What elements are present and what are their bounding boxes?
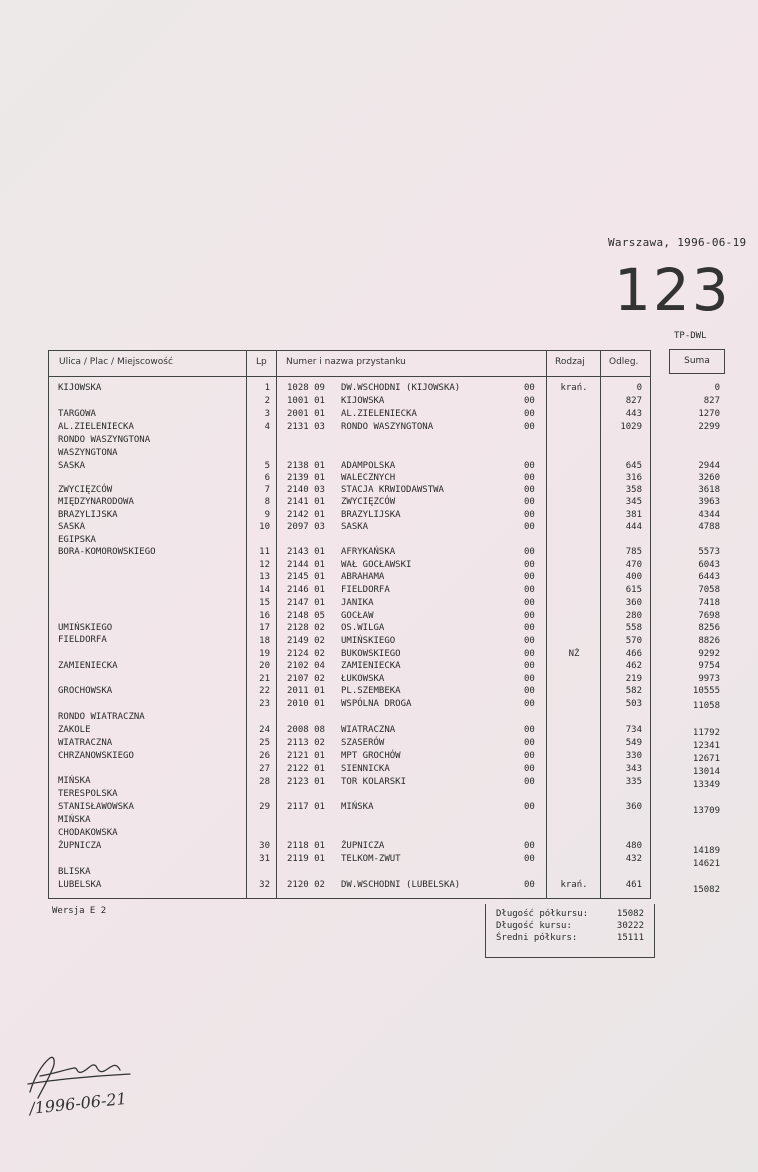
stop-sum: 3260 [698, 473, 720, 483]
version-label: Wersja E 2 [52, 906, 107, 916]
stop-name: JANIKA [341, 598, 374, 608]
header-dist: Odleg. [609, 357, 639, 367]
stop-sum: 3963 [698, 497, 720, 507]
street-name: ZWYCIĘZCÓW [58, 485, 113, 495]
stop-distance: 827 [625, 396, 642, 406]
stop-code: 2143 01 [287, 547, 325, 557]
stop-code: 2113 02 [287, 738, 325, 748]
stop-code: 2148 05 [287, 611, 325, 621]
stop-lp: 4 [264, 422, 270, 432]
street-name: LUBELSKA [58, 880, 102, 890]
stop-category: 00 [524, 636, 535, 646]
stop-lp: 13 [259, 572, 270, 582]
stop-category: 00 [524, 473, 535, 483]
stop-name: GOCŁAW [341, 611, 374, 621]
stop-sum: 2299 [698, 422, 720, 432]
stop-lp: 27 [259, 764, 270, 774]
street-name: BLISKA [58, 867, 91, 877]
stop-name: PL.SZEMBEKA [341, 686, 401, 696]
stop-name: WSPÓLNA DROGA [341, 699, 412, 709]
stop-lp: 29 [259, 802, 270, 812]
stop-sum: 13349 [692, 780, 720, 790]
street-name: RONDO WASZYNGTONA [58, 435, 151, 445]
stop-category: 00 [524, 777, 535, 787]
stop-sum: 11058 [692, 701, 720, 711]
header-stop: Numer i nazwa przystanku [286, 357, 406, 367]
stop-distance: 343 [625, 764, 642, 774]
stop-name: ZAMIENIECKA [341, 661, 401, 671]
header-lp: Lp [256, 357, 267, 367]
stop-sum: 4788 [698, 522, 720, 532]
stop-lp: 17 [259, 623, 270, 633]
stop-lp: 20 [259, 661, 270, 671]
stop-sum: 8256 [698, 623, 720, 633]
stop-name: DW.WSCHODNI (KIJOWSKA) [341, 383, 461, 393]
street-name: SASKA [58, 461, 86, 471]
stop-code: 2010 01 [287, 699, 325, 709]
stop-category: 00 [524, 802, 535, 812]
stop-category: 00 [524, 422, 535, 432]
header-type: Rodzaj [555, 357, 585, 367]
stop-distance: 462 [625, 661, 642, 671]
stop-code: 2001 01 [287, 409, 325, 419]
street-name: RONDO WIATRACZNA [58, 712, 145, 722]
stop-distance: 400 [625, 572, 642, 582]
stop-sum: 6043 [698, 560, 720, 570]
stop-category: 00 [524, 572, 535, 582]
stop-name: MIŃSKA [341, 802, 374, 812]
stop-name: STACJA KRWIODAWSTWA [341, 485, 444, 495]
stop-lp: 2 [264, 396, 270, 406]
stop-code: 2122 01 [287, 764, 325, 774]
stop-lp: 16 [259, 611, 270, 621]
stop-sum: 14189 [692, 846, 720, 856]
stop-distance: 444 [625, 522, 642, 532]
stop-distance: 335 [625, 777, 642, 787]
stop-category: 00 [524, 764, 535, 774]
stop-code: 2144 01 [287, 560, 325, 570]
stop-code: 2149 02 [287, 636, 325, 646]
stop-sum: 12341 [692, 741, 720, 751]
stop-code: 2119 01 [287, 854, 325, 864]
stop-name: BUKOWSKIEGO [341, 649, 401, 659]
stop-sum: 12671 [692, 754, 720, 764]
stop-distance: 360 [625, 598, 642, 608]
stop-sum: 1270 [698, 409, 720, 419]
stop-name: RONDO WASZYNGTONA [341, 422, 434, 432]
stop-code: 2146 01 [287, 585, 325, 595]
stop-distance: 358 [625, 485, 642, 495]
stop-type: krań. [560, 880, 588, 890]
stop-distance: 582 [625, 686, 642, 696]
stop-code: 2142 01 [287, 510, 325, 520]
summary-value: 15111 [616, 933, 644, 943]
stop-category: 00 [524, 497, 535, 507]
stop-sum: 6443 [698, 572, 720, 582]
summary-box [485, 904, 655, 958]
stop-lp: 31 [259, 854, 270, 864]
stop-code: 2141 01 [287, 497, 325, 507]
stop-distance: 316 [625, 473, 642, 483]
street-name: ZAKOLE [58, 725, 91, 735]
stop-type: NŻ [568, 649, 580, 659]
stop-name: ŁUKOWSKA [341, 674, 385, 684]
stop-code: 1028 09 [287, 383, 325, 393]
stop-sum: 14621 [692, 859, 720, 869]
stop-category: 00 [524, 623, 535, 633]
handwritten-signature [12, 1040, 152, 1120]
stop-code: 1001 01 [287, 396, 325, 406]
street-name: CHRZANOWSKIEGO [58, 751, 134, 761]
street-name: SASKA [58, 522, 86, 532]
stop-sum: 13014 [692, 767, 720, 777]
stop-sum: 10555 [692, 686, 720, 696]
stop-code: 2097 03 [287, 522, 325, 532]
street-name: WIATRACZNA [58, 738, 113, 748]
stop-category: 00 [524, 461, 535, 471]
stop-distance: 734 [625, 725, 642, 735]
summary-value: 15082 [616, 909, 644, 919]
stop-distance: 381 [625, 510, 642, 520]
stop-name: BRAZYLIJSKA [341, 510, 401, 520]
stop-code: 2102 04 [287, 661, 325, 671]
stop-code: 2011 01 [287, 686, 325, 696]
stop-code: 2138 01 [287, 461, 325, 471]
stop-lp: 23 [259, 699, 270, 709]
stop-distance: 549 [625, 738, 642, 748]
stop-category: 00 [524, 396, 535, 406]
stop-name: ZWYCIĘZCÓW [341, 497, 396, 507]
stop-distance: 432 [625, 854, 642, 864]
stop-distance: 280 [625, 611, 642, 621]
stop-distance: 1029 [620, 422, 642, 432]
stop-lp: 21 [259, 674, 270, 684]
stop-code: 2107 02 [287, 674, 325, 684]
stop-category: 00 [524, 686, 535, 696]
stop-code: 2131 03 [287, 422, 325, 432]
stop-category: 00 [524, 560, 535, 570]
stop-sum: 11792 [692, 728, 720, 738]
stop-distance: 470 [625, 560, 642, 570]
stop-code: 2120 02 [287, 880, 325, 890]
street-name: MIŃSKA [58, 776, 91, 786]
stop-distance: 615 [625, 585, 642, 595]
stop-name: WIATRACZNA [341, 725, 396, 735]
stop-lp: 19 [259, 649, 270, 659]
summary-label: Długość kursu: [496, 921, 572, 931]
street-name: CHODAKOWSKA [58, 828, 118, 838]
stop-name: TELKOM-ZWUT [341, 854, 401, 864]
stop-lp: 3 [264, 409, 270, 419]
stop-code: 2117 01 [287, 802, 325, 812]
stop-name: OS.WILGA [341, 623, 385, 633]
stop-category: 00 [524, 409, 535, 419]
stop-category: 00 [524, 751, 535, 761]
stop-distance: 345 [625, 497, 642, 507]
stop-category: 00 [524, 611, 535, 621]
stop-distance: 330 [625, 751, 642, 761]
stop-category: 00 [524, 841, 535, 851]
stop-code: 2124 02 [287, 649, 325, 659]
stop-sum: 9292 [698, 649, 720, 659]
stop-name: ADAMPOLSKA [341, 461, 396, 471]
stop-lp: 6 [264, 473, 270, 483]
stop-distance: 645 [625, 461, 642, 471]
stop-distance: 0 [636, 383, 642, 393]
route-number: 123 [614, 256, 731, 324]
stop-distance: 480 [625, 841, 642, 851]
stop-category: 00 [524, 547, 535, 557]
stop-lp: 11 [259, 547, 270, 557]
stop-name: DW.WSCHODNI (LUBELSKA) [341, 880, 461, 890]
stop-code: 2123 01 [287, 777, 325, 787]
stop-lp: 8 [264, 497, 270, 507]
stop-category: 00 [524, 854, 535, 864]
stop-category: 00 [524, 522, 535, 532]
stop-code: 2128 02 [287, 623, 325, 633]
stop-name: MPT GROCHÓW [341, 751, 401, 761]
street-name: MIŃSKA [58, 815, 91, 825]
stop-lp: 30 [259, 841, 270, 851]
stop-name: SASKA [341, 522, 369, 532]
stop-name: SIENNICKA [341, 764, 390, 774]
stop-lp: 12 [259, 560, 270, 570]
stop-distance: 503 [625, 699, 642, 709]
stop-category: 00 [524, 510, 535, 520]
stop-sum: 0 [714, 383, 720, 393]
stop-category: 00 [524, 699, 535, 709]
stop-category: 00 [524, 674, 535, 684]
stop-distance: 443 [625, 409, 642, 419]
stop-name: FIELDORFA [341, 585, 390, 595]
stop-code: 2139 01 [287, 473, 325, 483]
stop-name: ŻUPNICZA [341, 841, 385, 851]
stop-sum: 7698 [698, 611, 720, 621]
stop-name: WAŁ GOCŁAWSKI [341, 560, 412, 570]
stop-distance: 558 [625, 623, 642, 633]
street-name: AL.ZIELENIECKA [58, 422, 134, 432]
stop-category: 00 [524, 598, 535, 608]
stop-code: 2140 03 [287, 485, 325, 495]
street-name: TERESPOLSKA [58, 789, 118, 799]
stop-category: 00 [524, 738, 535, 748]
street-name: GROCHOWSKA [58, 686, 113, 696]
stop-code: 2121 01 [287, 751, 325, 761]
route-code: TP-DWL [674, 331, 707, 341]
stop-name: AL.ZIELENIECKA [341, 409, 417, 419]
stop-lp: 15 [259, 598, 270, 608]
stop-sum: 7058 [698, 585, 720, 595]
street-name: STANISŁAWOWSKA [58, 802, 134, 812]
street-name: MIĘDZYNARODOWA [58, 497, 134, 507]
stop-lp: 22 [259, 686, 270, 696]
stop-lp: 26 [259, 751, 270, 761]
stop-category: 00 [524, 880, 535, 890]
stop-lp: 25 [259, 738, 270, 748]
street-name: BORA-KOMOROWSKIEGO [58, 547, 156, 557]
stop-category: 00 [524, 661, 535, 671]
stop-name: WALECZNYCH [341, 473, 396, 483]
stop-lp: 10 [259, 522, 270, 532]
stop-distance: 785 [625, 547, 642, 557]
stop-lp: 32 [259, 880, 270, 890]
stop-type: krań. [560, 383, 588, 393]
stop-name: TOR KOLARSKI [341, 777, 407, 787]
stop-distance: 219 [625, 674, 642, 684]
street-name: FIELDORFA [58, 635, 107, 645]
stop-category: 00 [524, 585, 535, 595]
stop-sum: 7418 [698, 598, 720, 608]
street-name: ŻUPNICZA [58, 841, 102, 851]
stop-sum: 2944 [698, 461, 720, 471]
street-name: TARGOWA [58, 409, 96, 419]
stop-lp: 1 [264, 383, 270, 393]
street-name: WASZYNGTONA [58, 448, 118, 458]
header-street: Ulica / Plac / Miejscowość [59, 357, 173, 367]
street-name: UMIŃSKIEGO [58, 623, 113, 633]
stop-distance: 466 [625, 649, 642, 659]
stop-lp: 28 [259, 777, 270, 787]
stop-category: 00 [524, 649, 535, 659]
street-name: KIJOWSKA [58, 383, 102, 393]
street-name: BRAZYLIJSKA [58, 510, 118, 520]
stop-category: 00 [524, 383, 535, 393]
stop-sum: 9973 [698, 674, 720, 684]
summary-value: 30222 [616, 921, 644, 931]
stop-sum: 3618 [698, 485, 720, 495]
stop-name: AFRYKAŃSKA [341, 547, 396, 557]
stop-sum: 827 [703, 396, 720, 406]
stop-lp: 9 [264, 510, 270, 520]
stop-lp: 14 [259, 585, 270, 595]
stop-name: KIJOWSKA [341, 396, 385, 406]
stop-distance: 360 [625, 802, 642, 812]
stop-distance: 570 [625, 636, 642, 646]
stop-sum: 13709 [692, 806, 720, 816]
stop-category: 00 [524, 725, 535, 735]
stop-code: 2118 01 [287, 841, 325, 851]
header-sum: Suma [669, 349, 725, 374]
stop-sum: 9754 [698, 661, 720, 671]
document-date: Warszawa, 1996-06-19 [608, 236, 747, 249]
summary-label: Długość półkursu: [496, 909, 589, 919]
stop-name: SZASERÓW [341, 738, 385, 748]
summary-label: Średni półkurs: [496, 933, 578, 943]
stop-code: 2147 01 [287, 598, 325, 608]
stop-lp: 5 [264, 461, 270, 471]
stop-distance: 461 [625, 880, 642, 890]
stop-lp: 24 [259, 725, 270, 735]
stop-lp: 18 [259, 636, 270, 646]
stop-lp: 7 [264, 485, 270, 495]
stop-sum: 4344 [698, 510, 720, 520]
street-name: EGIPSKA [58, 535, 96, 545]
stop-sum: 5573 [698, 547, 720, 557]
stop-code: 2008 08 [287, 725, 325, 735]
svg-text:/1996-06-21: /1996-06-21 [28, 1088, 128, 1118]
stop-sum: 8826 [698, 636, 720, 646]
stop-sum: 15082 [692, 885, 720, 895]
stop-code: 2145 01 [287, 572, 325, 582]
stop-name: UMIŃSKIEGO [341, 636, 396, 646]
stop-category: 00 [524, 485, 535, 495]
street-name: ZAMIENIECKA [58, 661, 118, 671]
stop-name: ABRAHAMA [341, 572, 385, 582]
